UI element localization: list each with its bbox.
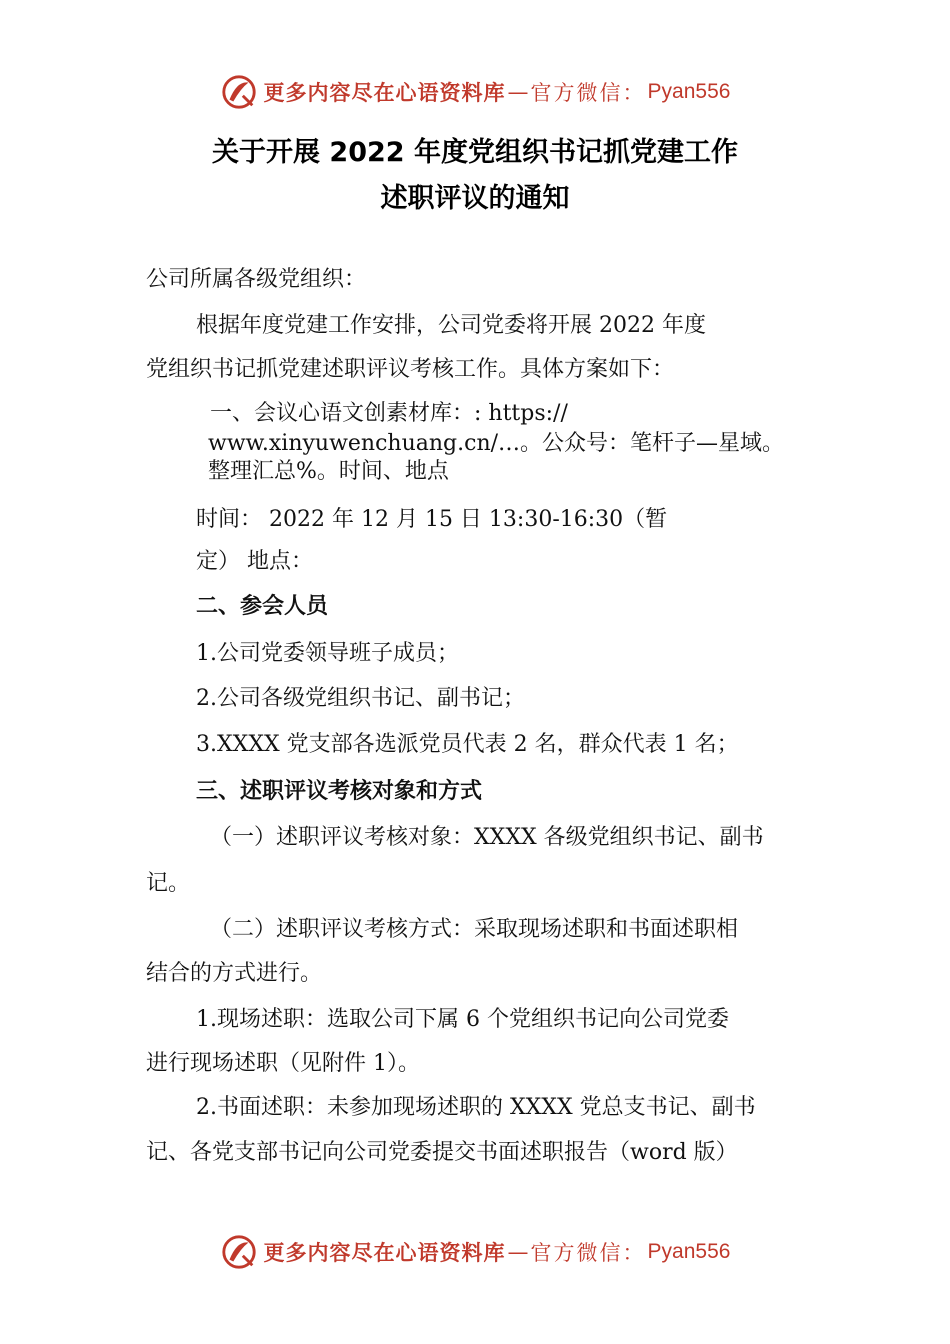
brand-logo-icon	[220, 1233, 258, 1271]
attendee-item-1: 1.公司党委领导班子成员；	[196, 641, 459, 666]
paragraph-1-line-2: 党组织书记抓党建述职评议考核工作。具体方案如下：	[146, 357, 675, 382]
object-item-1-line-1: （一）述职评议考核对象：XXXX 各级党组织书记、副书	[210, 825, 764, 850]
heading-attendees: 二、参会人员	[196, 594, 329, 619]
header-banner	[0, 70, 950, 114]
time-line-2: 定） 地点：	[196, 549, 313, 574]
banner-text: 更多内容尽在心语资料库	[263, 81, 506, 105]
section-1-line-3: 整理汇总%。时间、地点	[208, 459, 449, 484]
banner-wechat-label: 官方微信：	[530, 1241, 646, 1265]
banner-wechat-id: Pyan556	[647, 1240, 731, 1263]
method-item-1-line-2: 进行现场述职（见附件 1）。	[146, 1051, 420, 1076]
banner-wechat-id: Pyan556	[647, 80, 731, 103]
document-title-line-2: 述职评议的通知	[380, 183, 570, 214]
paragraph-1-line-1: 根据年度党建工作安排，公司党委将开展 2022 年度	[196, 313, 706, 338]
method-item-2-line-2: 记、各党支部书记向公司党委提交书面述职报告（word 版）	[146, 1140, 738, 1165]
attendee-item-2: 2.公司各级党组织书记、副书记；	[196, 686, 525, 711]
method-item-2-line-1: 2.书面述职：未参加现场述职的 XXXX 党总支书记、副书	[196, 1095, 756, 1120]
banner-wechat-label: 官方微信：	[530, 81, 646, 105]
banner-text: 更多内容尽在心语资料库	[263, 1241, 506, 1265]
attendee-item-3: 3.XXXX 党支部各选派党员代表 2 名，群众代表 1 名；	[196, 732, 739, 757]
object-item-2-line-2: 结合的方式进行。	[146, 961, 323, 986]
salutation: 公司所属各级党组织：	[146, 267, 367, 292]
section-1-line-1: 一、会议心语文创素材库：: https://	[210, 401, 568, 426]
heading-objects-methods: 三、述职评议考核对象和方式	[196, 779, 483, 804]
document-title-line-1: 关于开展 2022 年度党组织书记抓党建工作	[212, 137, 738, 168]
section-1-line-2: www.xinyuwenchuang.cn/…。公众号：笔杆子—星域。	[208, 431, 785, 456]
brand-logo-icon	[220, 73, 258, 111]
method-item-1-line-1: 1.现场述职：选取公司下属 6 个党组织书记向公司党委	[196, 1007, 729, 1032]
footer-banner	[0, 1230, 950, 1274]
object-item-2-line-1: （二）述职评议考核方式：采取现场述职和书面述职相	[210, 917, 739, 942]
banner-separator: —	[507, 1240, 529, 1264]
banner-separator: —	[507, 80, 529, 104]
object-item-1-line-2: 记。	[146, 871, 191, 896]
time-line-1: 时间： 2022 年 12 月 15 日 13:30-16:30（暂	[196, 507, 668, 532]
